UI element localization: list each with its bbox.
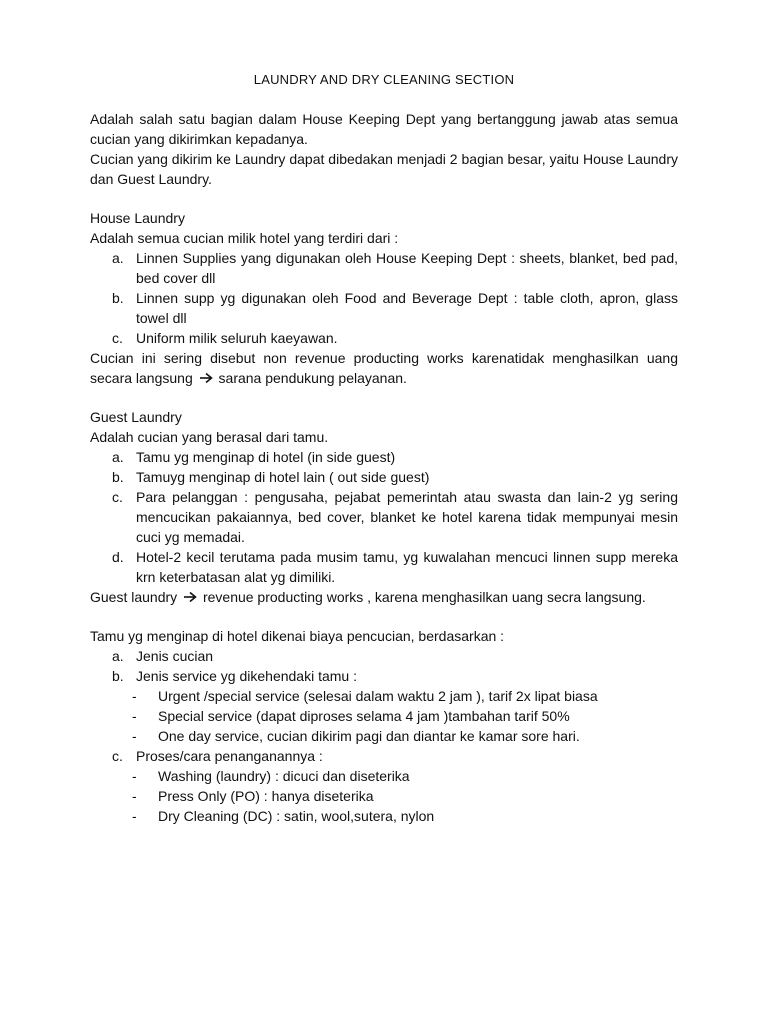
sub-list-item bbox=[132, 726, 678, 746]
guest-laundry-lead: Adalah cucian yang berasal dari tamu. bbox=[90, 429, 329, 445]
note-text-before: Cucian ini sering disebut non revenue producting works karenatidak menghasilkan uang secara langsung bbox=[90, 350, 678, 386]
sub-list-item-text: Special service (dapat diproses selama 4 jam )tambahan tarif 50% bbox=[158, 708, 570, 724]
list-marker: b. bbox=[112, 469, 124, 485]
list-marker: b. bbox=[112, 290, 124, 306]
list-marker: a. bbox=[112, 250, 124, 266]
guest-laundry-note bbox=[90, 587, 678, 607]
list-item bbox=[90, 487, 678, 547]
sub-list-item-text: Dry Cleaning (DC) : satin, wool,sutera, nylon bbox=[158, 808, 435, 824]
sub-list-item bbox=[132, 686, 678, 706]
list-marker: a. bbox=[112, 449, 124, 465]
list-marker: c. bbox=[112, 748, 123, 764]
intro-paragraph-2: Cucian yang dikirim ke Laundry dapat dibedakan menjadi 2 bagian besar, yaitu House Laundry dan Guest Laundry. bbox=[90, 151, 678, 187]
process-list bbox=[132, 766, 678, 826]
list-item bbox=[90, 288, 678, 328]
list-item bbox=[90, 547, 678, 587]
list-marker: a. bbox=[112, 648, 124, 664]
list-item-text: Jenis service yg dikehendaki tamu : bbox=[136, 668, 357, 684]
guest-laundry-heading: Guest Laundry bbox=[90, 409, 182, 425]
list-item bbox=[90, 467, 678, 487]
sub-list-item-text: Press Only (PO) : hanya diseterika bbox=[158, 788, 374, 804]
sub-list-item-text: One day service, cucian dikirim pagi dan diantar ke kamar sore hari. bbox=[158, 728, 580, 744]
right-arrow-icon bbox=[199, 372, 213, 384]
list-marker: d. bbox=[112, 549, 124, 565]
list-item-text: Proses/cara penanganannya : bbox=[136, 748, 323, 764]
sub-list-item bbox=[132, 706, 678, 726]
sub-list-item bbox=[132, 786, 678, 806]
list-item-text: Jenis cucian bbox=[136, 648, 214, 664]
intro-paragraph-1: Adalah salah satu bagian dalam House Keeping Dept yang bertanggung jawab atas semua cucian yang dikirimkan kepadanya. bbox=[90, 111, 678, 147]
note-text-after: revenue producting works , karena menghasilkan uang secra langsung. bbox=[202, 589, 646, 605]
list-item-text: Tamuyg menginap di hotel lain ( out side guest) bbox=[136, 469, 430, 485]
list-item bbox=[90, 646, 678, 666]
list-marker: b. bbox=[112, 668, 124, 684]
list-item bbox=[90, 328, 678, 348]
list-marker: c. bbox=[112, 330, 123, 346]
list-item-text: Para pelanggan : pengusaha, pejabat pemerintah atau swasta dan lain-2 yg sering mencucikan pakaiannya, bed cover, blanket ke hotel karena tidak mempunyai mesin cuci yg memadai. bbox=[136, 489, 678, 545]
spacer bbox=[90, 607, 678, 626]
sub-list-item bbox=[132, 806, 678, 826]
fees-lead: Tamu yg menginap di hotel dikenai biaya pencucian, berdasarkan : bbox=[90, 628, 505, 644]
note-text-before: Guest laundry bbox=[90, 589, 178, 605]
list-item-text: Hotel-2 kecil terutama pada musim tamu, yg kuwalahan mencuci linnen supp mereka krn keterbatasan alat yg dimiliki. bbox=[136, 549, 678, 585]
list-item bbox=[90, 447, 678, 467]
house-laundry-heading: House Laundry bbox=[90, 210, 185, 226]
list-marker: c. bbox=[112, 489, 123, 505]
spacer bbox=[90, 388, 678, 407]
sub-list-item-text: Washing (laundry) : dicuci dan diseterika bbox=[158, 768, 410, 784]
list-item-text: Tamu yg menginap di hotel (in side guest) bbox=[136, 449, 396, 465]
document-title: LAUNDRY AND DRY CLEANING SECTION bbox=[253, 72, 515, 87]
note-text-after: sarana pendukung pelayanan. bbox=[218, 370, 407, 386]
dash-marker: - bbox=[132, 768, 137, 784]
fees-list bbox=[90, 646, 678, 826]
house-laundry-note bbox=[90, 348, 678, 388]
dash-marker: - bbox=[132, 808, 137, 824]
dash-marker: - bbox=[132, 788, 137, 804]
list-item bbox=[90, 666, 678, 746]
dash-marker: - bbox=[132, 728, 137, 744]
dash-marker: - bbox=[132, 708, 137, 724]
service-type-list bbox=[132, 686, 678, 746]
list-item-text: Linnen supp yg digunakan oleh Food and Beverage Dept : table cloth, apron, glass towel dll bbox=[136, 290, 678, 326]
dash-marker: - bbox=[132, 688, 137, 704]
spacer bbox=[90, 189, 678, 208]
house-laundry-list bbox=[90, 248, 678, 348]
right-arrow-icon bbox=[183, 591, 197, 603]
list-item-text: Linnen Supplies yang digunakan oleh House Keeping Dept : sheets, blanket, bed pad, bed cover dll bbox=[136, 250, 678, 286]
sub-list-item-text: Urgent /special service (selesai dalam waktu 2 jam ), tarif 2x lipat biasa bbox=[158, 688, 598, 704]
guest-laundry-list bbox=[90, 447, 678, 587]
list-item bbox=[90, 746, 678, 826]
list-item-text: Uniform milik seluruh kaeyawan. bbox=[136, 330, 338, 346]
document-page bbox=[90, 70, 678, 826]
list-item bbox=[90, 248, 678, 288]
house-laundry-lead: Adalah semua cucian milik hotel yang terdiri dari : bbox=[90, 230, 399, 246]
sub-list-item bbox=[132, 766, 678, 786]
